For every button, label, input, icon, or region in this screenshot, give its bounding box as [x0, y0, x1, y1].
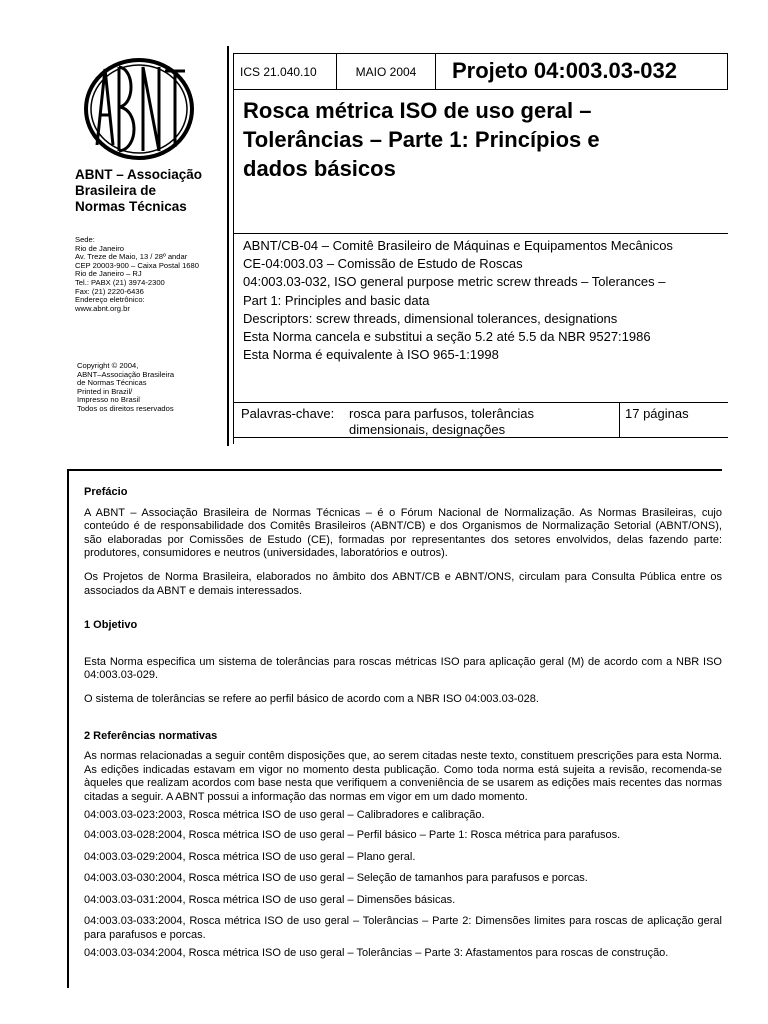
info-line: 04:003.03-032, ISO general purpose metric screw threads – Tolerances – — [243, 274, 666, 290]
sede-line: Rio de Janeiro – RJ — [75, 269, 142, 279]
sede-line: Fax: (21) 2220-6436 — [75, 286, 144, 296]
info-line: CE-04:003.03 – Comissão de Estudo de Roscas — [243, 256, 523, 272]
sede-address — [75, 236, 225, 313]
title-line: dados básicos — [243, 156, 396, 181]
document-body — [84, 486, 722, 960]
abnt-logo — [83, 57, 195, 161]
sede-line: Sede: — [75, 235, 95, 244]
paragraph: Esta Norma especifica um sistema de tolerâncias para roscas métricas ISO para aplicação geral (M) de acordo com a NBR ISO 04:003.03-029. — [84, 655, 722, 682]
keyword-line: dimensionais, designações — [349, 422, 506, 437]
keywords-pages-divider — [619, 402, 620, 437]
publication-date — [336, 53, 436, 90]
reference-item: 04:003.03-033:2004, Rosca métrica ISO de uso geral – Tolerâncias – Parte 2: Dimensões limites para roscas de aplicação geral para parafusos e porcas. — [84, 915, 722, 942]
body-left-line — [67, 469, 69, 988]
title-line: Tolerâncias – Parte 1: Princípios e — [243, 127, 600, 152]
project-number: Projeto 04:003.03-032 — [452, 58, 678, 83]
sede-line: CEP 20003-900 – Caixa Postal 1680 — [75, 260, 199, 270]
website-link[interactable]: www.abnt.org.br — [75, 303, 130, 313]
reference-item: 04:003.03-028:2004, Rosca métrica ISO de uso geral – Perfil básico – Parte 1: Rosca métrica para parafusos. — [84, 829, 621, 842]
reference-item: 04:003.03-029:2004, Rosca métrica ISO de uso geral – Plano geral. — [84, 850, 416, 863]
body-top-line — [67, 469, 722, 471]
copyright-line: Todos os direitos reservados — [77, 403, 174, 413]
info-line: ABNT/CB-04 – Comitê Brasileiro de Máquinas e Equipamentos Mecânicos — [243, 238, 673, 253]
reference-item: 04:003.03-031:2004, Rosca métrica ISO de uso geral – Dimensões básicas. — [84, 893, 456, 906]
reference-item: 04:003.03-030:2004, Rosca métrica ISO de uso geral – Seleção de tamanhos para parafusos e porcas. — [84, 872, 588, 885]
copyright-line: Impresso no Brasil — [77, 395, 140, 405]
paragraph: Os Projetos de Norma Brasileira, elaborados no âmbito dos ABNT/CB e ABNT/ONS, circulam para Consulta Pública entre os associados da ABNT e demais interessados. — [84, 570, 722, 597]
publication-date-text: MAIO 2004 — [355, 64, 417, 79]
paragraph: A ABNT – Associação Brasileira de Normas Técnicas – é o Fórum Nacional de Normalização. As Normas Brasileiras, cujo conteúdo é de responsabilidade dos Comitês Brasileiros (ABNT/CB) e dos Organismos de Normalização Setorial (ABNT/ONS), são elaboradas por Comissões de Estudo (CE), formadas por representantes dos setores envolvidos, delas fazendo parte: produtores, consumidores e neutros (universidades, laboratórios e outros). — [84, 506, 722, 560]
copyright-line: de Normas Técnicas — [77, 378, 147, 388]
paragraph: O sistema de tolerâncias se refere ao perfil básico de acordo com a NBR ISO 04:003.03-028. — [84, 692, 539, 705]
sede-line: Av. Treze de Maio, 13 / 28º andar — [75, 252, 188, 262]
section-heading: 1 Objetivo — [84, 619, 138, 632]
keyword-line: rosca para parfusos, tolerâncias — [349, 406, 534, 421]
info-line: Descriptors: screw threads, dimensional tolerances, designations — [243, 310, 618, 326]
keywords-value — [349, 406, 619, 438]
document-title — [243, 96, 723, 183]
sede-line: Endereço eletrônico: — [75, 295, 145, 305]
header-inner-divider — [233, 90, 234, 444]
sede-line: Tel.: PABX (21) 3974-2300 — [75, 277, 165, 287]
reference-item: 04:003.03-034:2004, Rosca métrica ISO de uso geral – Tolerâncias – Parte 3: Afastamentos para roscas de construção. — [84, 946, 669, 959]
org-line: Normas Técnicas — [75, 199, 187, 214]
title-separator — [233, 233, 728, 234]
org-line: ABNT – Associação — [75, 167, 203, 182]
ics-code-text: ICS 21.040.10 — [240, 64, 317, 79]
section-heading: Prefácio — [84, 486, 128, 498]
copyright-notice — [77, 362, 227, 414]
document-info — [243, 237, 723, 364]
page-count: 17 páginas — [625, 406, 689, 421]
organization-name — [75, 167, 225, 215]
section-heading: 2 Referências normativas — [84, 729, 218, 742]
info-line: Esta Norma cancela e substitui a seção 5.2 até 5.5 da NBR 9527:1986 — [243, 329, 651, 345]
copyright-line: Copyright © 2004, — [77, 361, 139, 370]
info-line: Part 1: Principles and basic data — [243, 292, 430, 308]
info-line: Esta Norma é equivalente à ISO 965-1:1998 — [243, 347, 499, 363]
org-line: Brasileira de — [75, 183, 157, 198]
copyright-line: ABNT–Associação Brasileira — [77, 369, 175, 379]
title-line: Rosca métrica ISO de uso geral – — [243, 98, 592, 123]
paragraph: As normas relacionadas a seguir contêm disposições que, ao serem citadas neste texto, constituem prescrições para esta Norma. As edições indicadas estavam em vigor no momento desta publicação. Como toda norma está sujeita a revisão, recomenda-se àqueles que realizam acordos com base nesta que verifiquem a conveniência de se usarem as edições mais recentes das normas citadas a seguir. A ABNT possui a informação das normas em vigor em um dado momento. — [84, 750, 722, 803]
reference-item: 04:003.03-023:2003, Rosca métrica ISO de uso geral – Calibradores e calibração. — [84, 808, 485, 821]
copyright-line: Printed in Brazil/ — [77, 386, 133, 396]
header-divider-vertical — [227, 46, 229, 446]
keywords-label: Palavras-chave: — [241, 406, 335, 421]
keywords-top-line — [233, 402, 728, 403]
sede-line: Rio de Janeiro — [75, 243, 124, 253]
ics-code — [233, 53, 337, 90]
